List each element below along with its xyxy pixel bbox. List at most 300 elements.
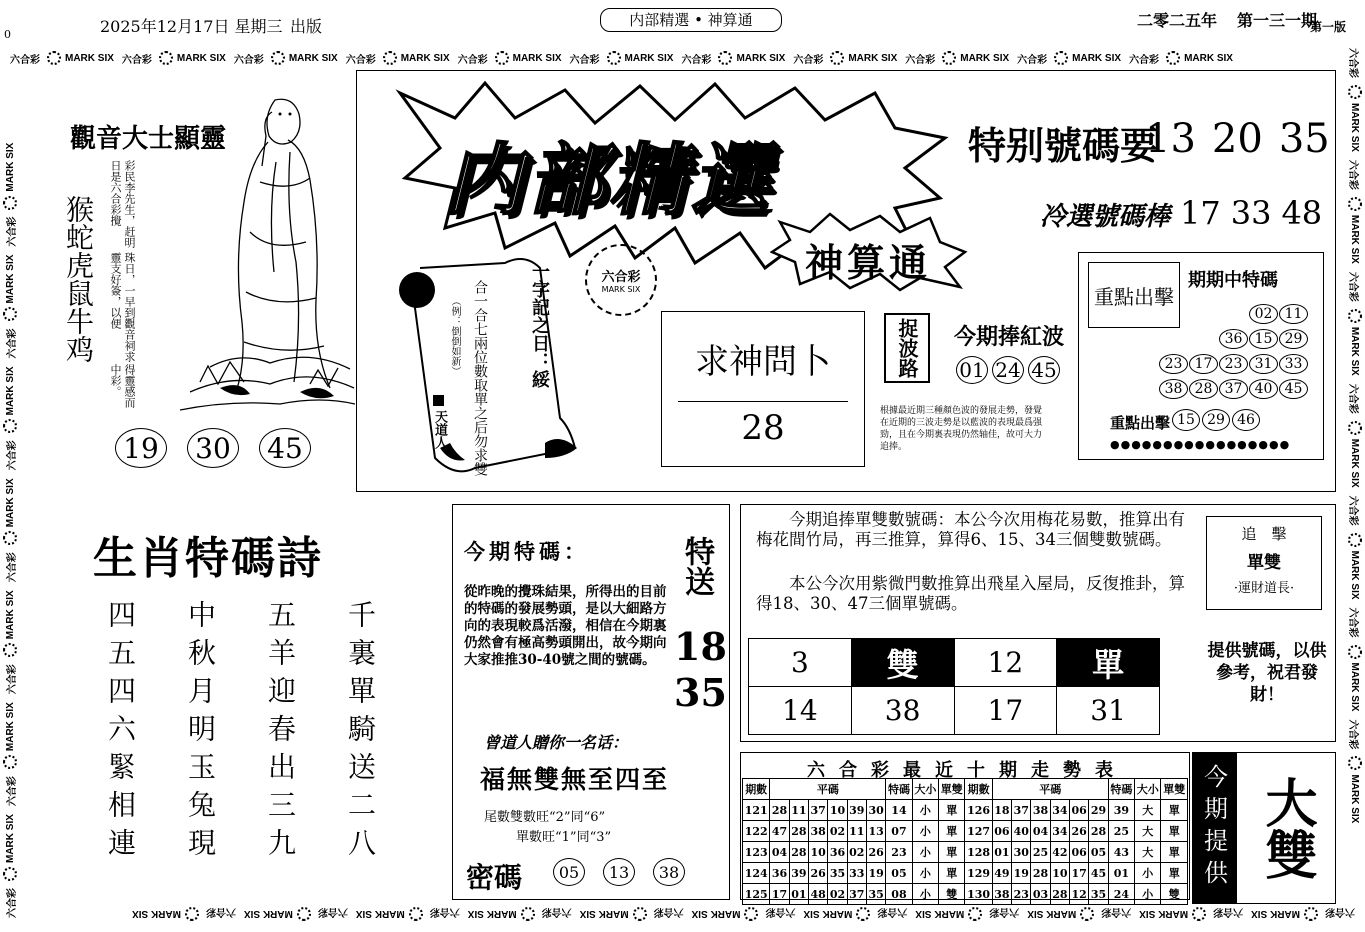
tema-title: 今期特碼： [464,539,589,564]
brand-cn: 六合彩 [6,888,18,918]
trend-cell: 05 [886,863,912,884]
trend-cell: 01 [1108,863,1134,884]
brand-unit [128,906,236,922]
trend-cell: 48 [809,884,828,905]
guanyin-number: 45 [259,428,311,468]
brand-cn: 六合彩 [541,906,572,918]
brand-en: MARK SIX [1072,52,1122,64]
tema-text: 從昨晚的攪珠結果，所得出的目前的特碼的發展勢頭，是以大細路方向的表現較爲活潑，相信在今期裏仍然會有極高勢頭開出，故今期向大家推推30-40號之間的號碼。 [464,584,667,668]
focus-number: 45 [1279,379,1308,399]
guanyin-number: 19 [115,428,167,468]
brand-cn: 六合彩 [457,54,488,66]
trend-cell: 17 [770,884,789,905]
trend-header: 平碼 [770,779,886,800]
trend-cell: 11 [789,800,808,821]
brand-en: MARK SIX [4,590,16,640]
secret-number: 05 [553,858,585,886]
focus-number: 15 [1249,329,1278,349]
trend-cell: 47 [770,821,789,842]
brand-cn: 六合彩 [6,328,18,359]
brand-en: MARK SIX [176,52,226,64]
trend-cell: 25 [1031,842,1050,863]
poem-column: 千裏單騎送二八 [344,600,377,866]
trend-cell: 35 [828,863,847,884]
trend-cell: 28 [789,821,808,842]
focus-number: 28 [1189,379,1218,399]
focus-row [1148,379,1308,399]
guanyin-number: 30 [187,428,239,468]
flower-icon [1348,197,1362,211]
cold-number: 33 [1230,194,1272,232]
trend-cell: 30 [1012,842,1031,863]
gift-phrase: 福無雙無至四至 [480,765,670,794]
trend-cell: 小 [912,821,938,842]
poem-columns [100,600,380,866]
tail-line-1: 尾數雙數旺“2”同“6” [484,810,606,825]
focus-number: 31 [1249,354,1278,374]
trend-cell: 02 [847,842,866,863]
trend-cell: 29 [1089,800,1108,821]
focus-number: 33 [1279,354,1308,374]
brand-cn: 六合彩 [317,906,348,918]
oe-cell: 38 [851,687,954,735]
brand-en: MARK SIX [4,142,16,192]
wave-tag: 捉波路 [884,313,930,383]
brand-unit [1347,48,1363,156]
flower-icon [1348,533,1362,547]
trend-cell: 39 [1108,800,1134,821]
flower-icon [3,643,17,657]
wave-number: 24 [992,356,1024,384]
bottom-brand-strip [10,906,1355,922]
brand-en: MARK SIX [1139,908,1189,920]
trend-cell: 36 [770,863,789,884]
issue-label: 出版 [290,17,323,36]
special-label: 特别號碼要 [968,123,1159,168]
oe-cell: 14 [749,687,852,735]
focus-number: 38 [1159,379,1188,399]
flower-icon [271,51,285,65]
zodiac-list: 猴蛇虎鼠牛鸡 [62,195,95,363]
focus-number: 23 [1159,354,1188,374]
trend-cell: 08 [886,884,912,905]
brand-en: MARK SIX [960,52,1010,64]
trend-cell: 34 [1050,821,1069,842]
trend-header: 大小 [1135,779,1161,800]
brand-en: MARK SIX [512,52,562,64]
flower-icon [3,196,17,210]
trend-cell: 單 [1161,842,1188,863]
trend-cell: 12 [1070,884,1089,905]
brand-en: MARK SIX [1349,438,1361,488]
signature-mark [433,395,444,406]
trend-header: 單雙 [1161,779,1188,800]
flower-icon [159,51,173,65]
trend-cell: 單 [1161,821,1188,842]
offer-big-box [1236,752,1336,904]
focus-title: 重點出擊 [1088,262,1180,328]
flower-icon [3,419,17,433]
trend-cell: 01 [789,884,808,905]
trend-cell: 小 [1135,863,1161,884]
brand-unit [464,906,572,922]
offer-label: 今期提供 [1199,764,1228,892]
trend-cell: 03 [1031,884,1050,905]
brand-unit [10,50,118,66]
guanyin-story [108,160,136,410]
trend-cell: 07 [886,821,912,842]
trend-cell: 23 [886,842,912,863]
brand-en: MARK SIX [4,366,16,416]
special-number: 20 [1211,116,1263,162]
brand-unit [1347,384,1363,492]
brand-cn: 六合彩 [793,54,824,66]
trend-cell: 39 [847,800,866,821]
trend-cell: 06 [1070,842,1089,863]
trend-cell: 小 [912,842,938,863]
brand-unit [2,474,18,582]
brand-en: MARK SIX [355,908,405,920]
trend-cell: 38 [992,884,1011,905]
flower-icon [495,51,509,65]
trend-row [743,821,1188,842]
trend-cell: 36 [828,842,847,863]
offer-big: 大雙 [1256,776,1317,880]
chase-mid: 單雙 [1247,553,1281,573]
scroll-text [470,280,490,476]
secret-number: 13 [603,858,635,886]
trend-header: 特碼 [1108,779,1134,800]
trend-cell: 11 [847,821,866,842]
focus-number: 11 [1279,304,1308,324]
trend-cell: 19 [1012,863,1031,884]
focus-number: 40 [1249,379,1278,399]
brand-cn: 六合彩 [681,54,712,66]
brand-en: MARK SIX [467,908,517,920]
scroll-note: （例：倒倒如新） [449,296,460,376]
wave-number: 01 [956,356,988,384]
brand-en: MARK SIX [4,814,16,863]
brand-en: MARK SIX [1349,662,1361,712]
brand-unit [1347,719,1363,827]
flower-icon [633,907,647,921]
focus-dots: ●●●●●●●●●●●●●●●●● [1110,438,1291,451]
wave-label: 今期捧紅波 [954,324,1065,350]
trend-cell: 單 [1161,863,1188,884]
trend-cell: 04 [770,842,789,863]
trend-table [742,778,1188,905]
logo-en: MARK SIX [601,285,641,294]
trend-header: 大小 [912,779,938,800]
focus-footer-number: 46 [1232,409,1260,431]
focus-row [1148,329,1308,349]
brand-en: MARK SIX [288,52,338,64]
flower-icon [744,907,758,921]
oddeven-grid [748,638,1160,735]
brand-unit [576,906,684,922]
brand-unit [1347,272,1363,380]
trend-cell: 124 [743,863,770,884]
chase-signature: ·運財道長· [1233,581,1295,596]
trend-cell: 127 [965,821,992,842]
chase-top: 追 擊 [1241,525,1287,543]
divine-number: 28 [741,408,785,448]
trend-cell: 13 [866,821,885,842]
flower-icon [3,867,17,881]
flower-icon [718,51,732,65]
trend-cell: 40 [1012,821,1031,842]
brand-en: MARK SIX [65,52,114,64]
brand-en: MARK SIX [400,52,450,64]
trend-cell: 25 [1108,821,1134,842]
trend-cell: 02 [828,821,847,842]
trend-cell: 43 [1108,842,1134,863]
brand-cn: 六合彩 [6,552,18,583]
flower-icon [1348,85,1362,99]
trend-title: 六合彩最近十期走勢表 [807,760,1127,781]
oe-cell: 31 [1057,687,1160,735]
flower-icon [830,51,844,65]
focus-number-grid [1148,304,1308,404]
brand-en: MARK SIX [4,478,16,528]
trend-cell: 126 [965,800,992,821]
brand-en: MARK SIX [803,908,853,920]
brand-unit [240,906,348,922]
trend-cell: 28 [1031,863,1050,884]
oe-cell: 12 [954,639,1057,687]
brand-cn: 六合彩 [1347,719,1359,750]
trend-cell: 單 [939,842,965,863]
brand-unit [1017,50,1125,66]
trend-cell: 35 [1089,884,1108,905]
trend-header: 單雙 [939,779,965,800]
brand-en: MARK SIX [915,908,965,920]
brand-cn: 六合彩 [877,906,908,918]
trend-cell: 38 [1031,800,1050,821]
oe-cell: 17 [954,687,1057,735]
oe-cell-even: 雙 [851,639,954,687]
flower-icon [607,51,621,65]
focus-number: 29 [1279,329,1308,349]
flower-icon [856,907,870,921]
brand-unit [458,50,566,66]
focus-row [1148,304,1308,324]
secret-number: 38 [653,858,685,886]
flower-icon [297,907,311,921]
guanyin-numbers [115,428,311,468]
scroll-signature: 天道人 [432,410,447,449]
flower-icon [1348,756,1362,770]
brand-cn: 六合彩 [429,906,460,918]
brand-unit [352,906,460,922]
trend-cell: 45 [1089,863,1108,884]
brand-cn: 六合彩 [1101,906,1132,918]
trend-cell: 17 [1070,863,1089,884]
brand-unit [346,50,454,66]
secret-label: 密碼 [466,861,523,894]
trend-row [743,884,1188,905]
trend-cell: 28 [1089,821,1108,842]
brand-unit [570,50,678,66]
trend-row [743,842,1188,863]
guanyin-title: 觀音大士顯靈 [70,124,227,154]
trend-cell: 大 [1135,821,1161,842]
trend-cell: 10 [809,842,828,863]
brand-unit [2,810,18,918]
brand-en: MARK SIX [1184,52,1233,64]
brand-en: MARK SIX [243,908,293,920]
brand-en: MARK SIX [1349,103,1361,152]
trend-header: 期數 [743,779,770,800]
brand-unit [1347,496,1363,604]
flower-icon [1080,907,1094,921]
trend-cell: 128 [965,842,992,863]
focus-number: 36 [1219,329,1248,349]
trend-cell: 26 [1070,821,1089,842]
trend-cell: 05 [1089,842,1108,863]
corner-mark: 0 [4,28,11,41]
brand-unit [2,362,18,470]
oddeven-para-1: 今期追捧單雙數號碼：本公今次用梅花易數，推算出有梅花間竹局，再三推算，算得6、15、34三個雙數號碼。 [756,510,1185,549]
flower-icon [521,907,535,921]
trend-row [743,863,1188,884]
focus-footer-numbers [1172,409,1260,431]
brand-cn: 六合彩 [1347,495,1359,526]
trend-cell: 28 [770,800,789,821]
top-brand-strip [10,50,1355,66]
brand-cn: 六合彩 [1347,383,1359,414]
trend-cell: 39 [789,863,808,884]
poem-title: 生肖特碼詩 [93,533,323,584]
brand-unit [2,139,18,247]
trend-cell: 單 [1161,800,1188,821]
cold-label: 冷選號碼棒 [1040,202,1171,232]
trend-cell: 30 [866,800,885,821]
trend-header: 平碼 [992,779,1108,800]
trend-cell: 單 [939,800,965,821]
trend-cell: 122 [743,821,770,842]
brand-cn: 六合彩 [6,440,18,471]
flower-icon [409,907,423,921]
trend-cell: 小 [912,800,938,821]
story-line: 彩民李先生，赶明日是六合彩攪 [109,160,136,248]
tema-send-number: 18 [674,624,727,669]
brand-unit [905,50,1013,66]
issue-date: 2025年12月17日 星期三 [100,17,283,36]
special-number: 35 [1278,116,1330,162]
main-title: 内部精選 [445,135,774,226]
brand-cn: 六合彩 [345,54,376,66]
offer-label-box [1192,752,1236,904]
trend-cell: 雙 [1161,884,1188,905]
brand-unit [1129,50,1237,66]
trend-cell: 02 [828,884,847,905]
flower-icon [1192,907,1206,921]
brand-unit [799,906,907,922]
issue-period: 第一三一期 [1237,11,1318,30]
trend-cell: 10 [1050,863,1069,884]
focus-number: 37 [1219,379,1248,399]
chase-box [1206,516,1322,610]
trend-cell: 37 [809,800,828,821]
brand-cn: 六合彩 [1325,906,1355,918]
flower-icon [1348,309,1362,323]
special-number: 13 [1145,116,1196,162]
brand-cn: 六合彩 [765,906,796,918]
brand-en: MARK SIX [4,254,16,304]
flower-icon [1348,645,1362,659]
brand-en: MARK SIX [1349,326,1361,376]
brand-unit [688,906,796,922]
brand-cn: 六合彩 [6,776,18,807]
trend-header: 特碼 [886,779,912,800]
flower-icon [185,907,199,921]
trend-cell: 18 [992,800,1011,821]
trend-cell: 26 [866,842,885,863]
tail-line-2: 單數旺“1”同“3” [516,830,612,845]
trend-cell: 10 [828,800,847,821]
trend-cell: 33 [847,863,866,884]
brand-en: MARK SIX [1349,774,1361,824]
flower-icon [942,51,956,65]
brand-unit [1247,906,1355,922]
brand-unit [2,251,18,359]
trend-cell: 49 [992,863,1011,884]
secret-numbers [553,858,685,886]
focus-footer-number: 29 [1202,409,1230,431]
brand-en: MARK SIX [624,52,674,64]
trend-cell: 42 [1050,842,1069,863]
trend-cell: 雙 [939,884,965,905]
brand-cn: 六合彩 [905,54,936,66]
trend-cell: 單 [939,863,965,884]
cold-number: 17 [1180,194,1221,232]
brand-cn: 六合彩 [10,54,40,66]
brand-unit [1347,160,1363,268]
trend-cell: 129 [965,863,992,884]
divine-label: 求神問卜 [695,342,831,382]
trend-cell: 38 [809,821,828,842]
story-line: 珠日，一早到觀音祠求靈支好簽，以便 [109,252,136,363]
header-title: 内部精選 • 神算通 [600,8,782,32]
brand-unit [122,50,230,66]
trend-cell: 130 [965,884,992,905]
flower-icon [383,51,397,65]
brand-cn: 六合彩 [989,906,1020,918]
poem-column: 中秋月明玉兔現 [184,600,217,866]
flower-icon [3,531,17,545]
scroll-line: 取單之后勿求雙 [472,378,488,476]
brand-cn: 六合彩 [1347,48,1359,78]
trend-cell: 123 [743,842,770,863]
focus-subtitle: 期期中特碼 [1188,270,1278,291]
flower-icon [3,755,17,769]
issue-year: 二零二五年 [1137,11,1218,30]
flower-icon [47,51,61,65]
focus-number: 02 [1249,304,1278,324]
right-brand-strip [1347,48,1363,908]
trend-cell: 14 [886,800,912,821]
flower-icon [968,907,982,921]
brand-unit [1347,608,1363,716]
logo-cn: 六合彩 [601,270,641,285]
trend-cell: 121 [743,800,770,821]
oddeven-para-2: 本公今次用紫微門數推算出飛星入屋局，反復推卦，算得18、30、47三個單號碼。 [756,574,1185,613]
brand-unit [1135,906,1243,922]
trend-header-row [743,779,1188,800]
trend-cell: 28 [789,842,808,863]
trend-row [743,800,1188,821]
